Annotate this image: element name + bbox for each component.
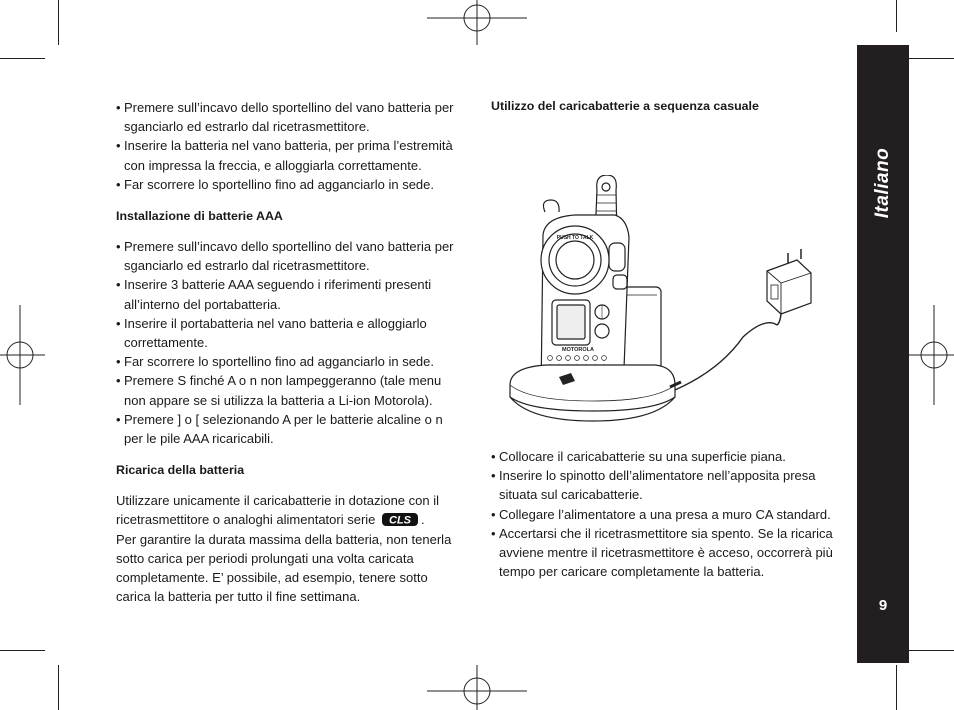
- cls-logo-icon: [381, 512, 419, 527]
- right-column-bullets: [491, 447, 836, 581]
- list-item: • Inserire la batteria nel vano batteria, per prima l’estremità con impressa la freccia, e alloggiarla correttamente.: [116, 136, 464, 174]
- charging-text: Utilizzare unicamente il caricabatterie in dotazione con il ricetrasmettitore o analoghi alimentatori serie: [116, 493, 439, 528]
- crop-mark: [909, 58, 954, 59]
- section-heading-random-charger: Utilizzo del caricabatterie a sequenza casuale: [491, 99, 759, 113]
- registration-mark-right: [909, 305, 954, 405]
- list-item: • Far scorrere lo sportellino fino ad agganciarlo in sede.: [116, 175, 464, 194]
- language-sidebar-tab: [857, 45, 909, 663]
- list-item: • Inserire il portabatteria nel vano batteria e alloggiarlo correttamente.: [116, 314, 464, 352]
- list-item: • Premere ] o [ selezionando A per le batterie alcaline o n per le pile AAA ricaricabili.: [116, 410, 464, 448]
- ptt-ring-text: PUSH TO TALK: [556, 235, 594, 241]
- crop-mark: [896, 665, 897, 710]
- registration-mark-left: [0, 305, 45, 405]
- crop-mark: [58, 665, 59, 710]
- registration-mark-bottom: [427, 665, 527, 710]
- page-number: 9: [878, 597, 888, 614]
- charger-illustration: [505, 175, 835, 427]
- crop-mark: [58, 0, 59, 45]
- left-column: [116, 98, 464, 606]
- motorola-brand-text: MOTOROLA: [562, 347, 594, 353]
- charging-paragraph: [116, 491, 464, 606]
- aaa-bullet-list: [116, 237, 464, 448]
- list-item: • Inserire 3 batterie AAA seguendo i riferimenti presenti all’interno del portabatteria.: [116, 275, 464, 313]
- crop-mark: [896, 0, 897, 32]
- charger-bullet-list: [491, 447, 836, 581]
- language-label: Italiano: [872, 147, 893, 219]
- right-column: [491, 98, 836, 115]
- crop-mark: [0, 650, 45, 651]
- list-item: • Collegare l’alimentatore a una presa a muro CA standard.: [491, 505, 836, 524]
- intro-bullet-list: [116, 98, 464, 194]
- list-item: • Inserire lo spinotto dell’alimentatore nell’apposita presa situata sul caricabatterie.: [491, 466, 836, 504]
- charging-text-continued: Per garantire la durata massima della batteria, non tenerla sotto carica per periodi prolungati una volta caricata completamente. E’ possibile, ad esempio, tenere sotto carica la batteria per tutto il fine settimana.: [116, 531, 452, 605]
- section-heading-charging: Ricarica della batteria: [116, 463, 245, 478]
- list-item: • Far scorrere lo sportellino fino ad agganciarlo in sede.: [116, 352, 464, 371]
- list-item: • Premere S finché A o n non lampeggeranno (tale menu non appare se si utilizza la batteria a Li-ion Motorola).: [116, 371, 464, 409]
- list-item: • Collocare il caricabatterie su una superficie piana.: [491, 447, 836, 466]
- charging-text-end: .: [421, 512, 425, 528]
- crop-mark: [909, 650, 954, 651]
- cls-logo-text: CLS: [389, 514, 412, 527]
- list-item: • Accertarsi che il ricetrasmettitore sia spento. Se la ricarica avviene mentre il ricetrasmettitore è acceso, occorrerà più tempo per caricare completamente la batteria.: [491, 524, 836, 582]
- list-item: • Premere sull’incavo dello sportellino del vano batteria per sganciarlo ed estrarlo dal ricetrasmettitore.: [116, 98, 464, 136]
- crop-mark: [0, 58, 45, 59]
- registration-mark-top: [427, 0, 527, 45]
- section-heading-aaa: Installazione di batterie AAA: [116, 209, 283, 224]
- list-item: • Premere sull’incavo dello sportellino del vano batteria per sganciarlo ed estrarlo dal ricetrasmettitore.: [116, 237, 464, 275]
